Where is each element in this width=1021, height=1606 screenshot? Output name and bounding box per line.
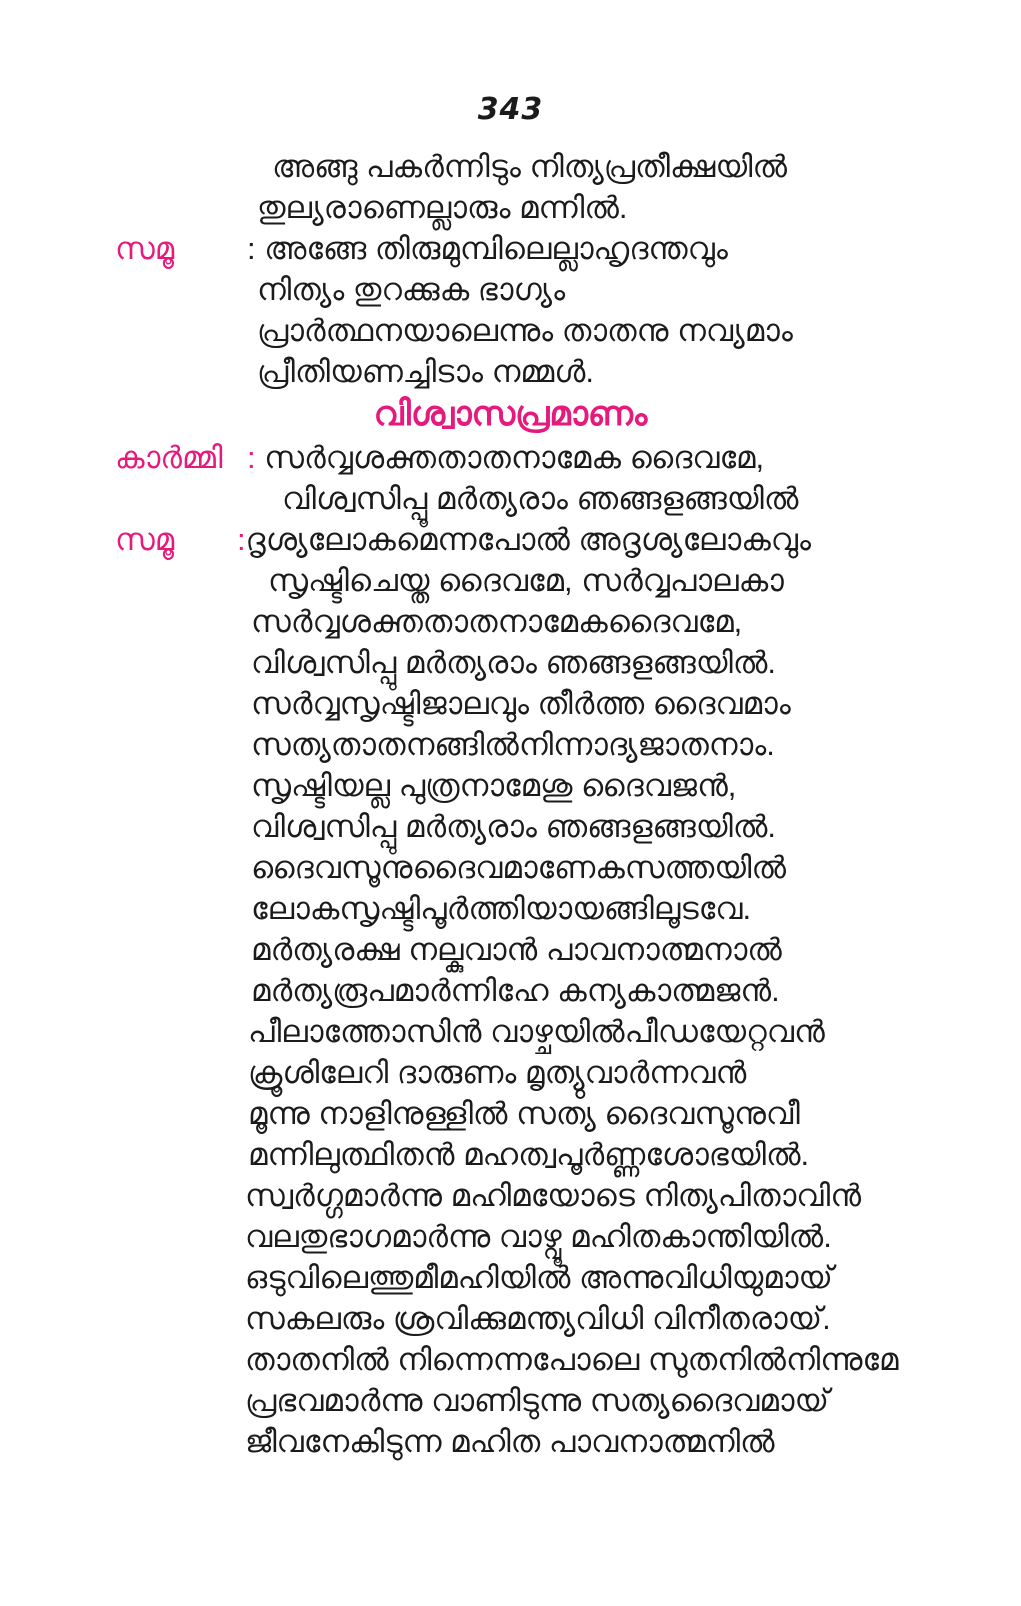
prayer-text-block bbox=[0, 146, 1021, 1462]
verse-text: സൃഷ്ടിയല്ല പുത്രനാമേശു ദൈവജൻ, bbox=[251, 768, 737, 803]
verse-line bbox=[0, 929, 1021, 970]
verse-line bbox=[0, 146, 1021, 187]
colon: : bbox=[237, 522, 246, 557]
verse-line bbox=[0, 1175, 1021, 1216]
verse-line bbox=[0, 1339, 1021, 1380]
verse-text: തുല്യരാണെല്ലാരും മന്നിൽ. bbox=[257, 190, 628, 225]
colon: : bbox=[247, 231, 256, 266]
verse-line bbox=[0, 228, 1021, 269]
verse-text: മൂന്നു നാളിനുള്ളിൽ സത്യ ദൈവസൂനുവീ bbox=[248, 1096, 800, 1131]
verse-text: സൃഷ്ടിചെയ്ത ദൈവമേ, സർവ്വപാലകാ bbox=[268, 563, 784, 598]
verse-text: :ദൃശ്യലോകമെന്നപോൽ അദൃശ്യലോകവും bbox=[237, 522, 811, 557]
verse-text: വിശ്വസിപ്പു മർത്യരാം ഞങ്ങളങ്ങയിൽ. bbox=[251, 809, 777, 844]
section-heading: വിശ്വാസപ്രമാണം bbox=[373, 395, 648, 433]
verse-line bbox=[0, 519, 1021, 560]
verse-text: പീലാത്തോസിൻ വാഴ്ചയിൽപീഡയേറ്റവൻ bbox=[248, 1014, 825, 1049]
verse-text: ലോകസൃഷ്ടിപൂർത്തിയായങ്ങിലൂടവേ. bbox=[251, 891, 752, 926]
verse-text: മന്നിലുത്ഥിതൻ മഹത്വപൂർണ്ണശോഭയിൽ. bbox=[248, 1137, 810, 1172]
verse-line bbox=[0, 187, 1021, 228]
verse-line bbox=[0, 478, 1021, 519]
verse-text: ഒടുവിലെത്തുമീമഹിയിൽ അന്നുവിധിയുമായ് bbox=[245, 1260, 833, 1295]
verse-text: താതനിൽ നിന്നെന്നപോലെ സുതനിൽനിന്നുമേ bbox=[245, 1342, 899, 1377]
verse-text: : സർവ്വശക്തതാതനാമേക ദൈവമേ, bbox=[247, 440, 765, 475]
verse-line bbox=[0, 269, 1021, 310]
verse-text: അങ്ങു പകർന്നിടും നിത്യപ്രതീക്ഷയിൽ bbox=[272, 149, 788, 184]
verse-line bbox=[0, 1257, 1021, 1298]
verse-line bbox=[0, 351, 1021, 392]
verse-text: വലതുഭാഗമാർന്നു വാഴ്വൂ മഹിതകാന്തിയിൽ. bbox=[245, 1219, 832, 1254]
colon: : bbox=[247, 440, 256, 475]
verse-line bbox=[0, 437, 1021, 478]
verse-line bbox=[0, 888, 1021, 929]
verse-line bbox=[0, 847, 1021, 888]
verse-line bbox=[0, 642, 1021, 683]
verse-line bbox=[0, 683, 1021, 724]
verse-line bbox=[0, 970, 1021, 1011]
verse-text: പ്രഭവമാർന്നു വാണിടുന്നു സത്യദൈവമായ് bbox=[245, 1383, 829, 1418]
verse-text: സത്യതാതനങ്ങിൽനിന്നാദ്യജാതനാം. bbox=[251, 727, 775, 762]
verse-text: പ്രാർത്ഥനയാലെന്നും താതനു നവ്യമാം bbox=[257, 313, 793, 348]
verse-line bbox=[0, 310, 1021, 351]
verse-text: സ്വർഗ്ഗമാർന്നു മഹിമയോടെ നിത്യപിതാവിൻ bbox=[245, 1178, 862, 1213]
verse-line bbox=[0, 1421, 1021, 1462]
verse-line bbox=[0, 601, 1021, 642]
verse-line bbox=[0, 724, 1021, 765]
page-number: 343 bbox=[477, 92, 544, 127]
verse-text: : അങ്ങേ തിരുമുമ്പിലെല്ലാഹൃദന്തവും bbox=[247, 231, 728, 266]
verse-text: പ്രീതിയണച്ചിടാം നമ്മൾ. bbox=[257, 354, 594, 389]
verse-text: നിത്യം തുറക്കുക ഭാഗ്യം bbox=[257, 272, 566, 307]
verse-text: ക്രൂശിലേറി ദാരുണം മൃത്യുവാർന്നവൻ bbox=[248, 1055, 747, 1090]
verse-line bbox=[0, 1298, 1021, 1339]
verse-line bbox=[0, 1093, 1021, 1134]
verse-line bbox=[0, 1011, 1021, 1052]
verse-text: മർത്യരക്ഷ നല്കുവാൻ പാവനാത്മനാൽ bbox=[251, 932, 782, 967]
verse-line bbox=[0, 1380, 1021, 1421]
verse-text: സകലരും ശ്രവിക്കുമന്ത്യവിധി വിനീതരായ്. bbox=[245, 1301, 831, 1336]
verse-text: വിശ്വസിപ്പൂ മർത്യരാം ഞങ്ങളങ്ങയിൽ bbox=[282, 481, 799, 516]
verse-text: മർത്യരൂപമാർന്നിഹേ കന്യകാത്മജൻ. bbox=[251, 973, 780, 1008]
speaker-label: സമൂ bbox=[115, 231, 175, 266]
verse-text: ജീവനേകിടുന്ന മഹിത പാവനാത്മനിൽ bbox=[245, 1424, 775, 1459]
verse-text: ദൈവസൂനുദൈവമാണേകസത്തയിൽ bbox=[251, 850, 786, 885]
verse-line bbox=[0, 1052, 1021, 1093]
verse-line bbox=[0, 806, 1021, 847]
verse-text: സർവ്വസൃഷ്ടിജാലവും തീർത്ത ദൈവമാം bbox=[251, 686, 791, 721]
verse-line bbox=[0, 1216, 1021, 1257]
speaker-label: കാർമ്മി bbox=[115, 440, 223, 475]
speaker-label: സമൂ bbox=[115, 522, 175, 557]
verse-line bbox=[0, 1134, 1021, 1175]
verse-line bbox=[0, 765, 1021, 806]
verse-text: സർവ്വശക്തതാതനാമേകദൈവമേ, bbox=[251, 604, 743, 639]
verse-text: വിശ്വസിപ്പു മർത്യരാം ഞങ്ങളങ്ങയിൽ. bbox=[251, 645, 777, 680]
verse-line bbox=[0, 560, 1021, 601]
